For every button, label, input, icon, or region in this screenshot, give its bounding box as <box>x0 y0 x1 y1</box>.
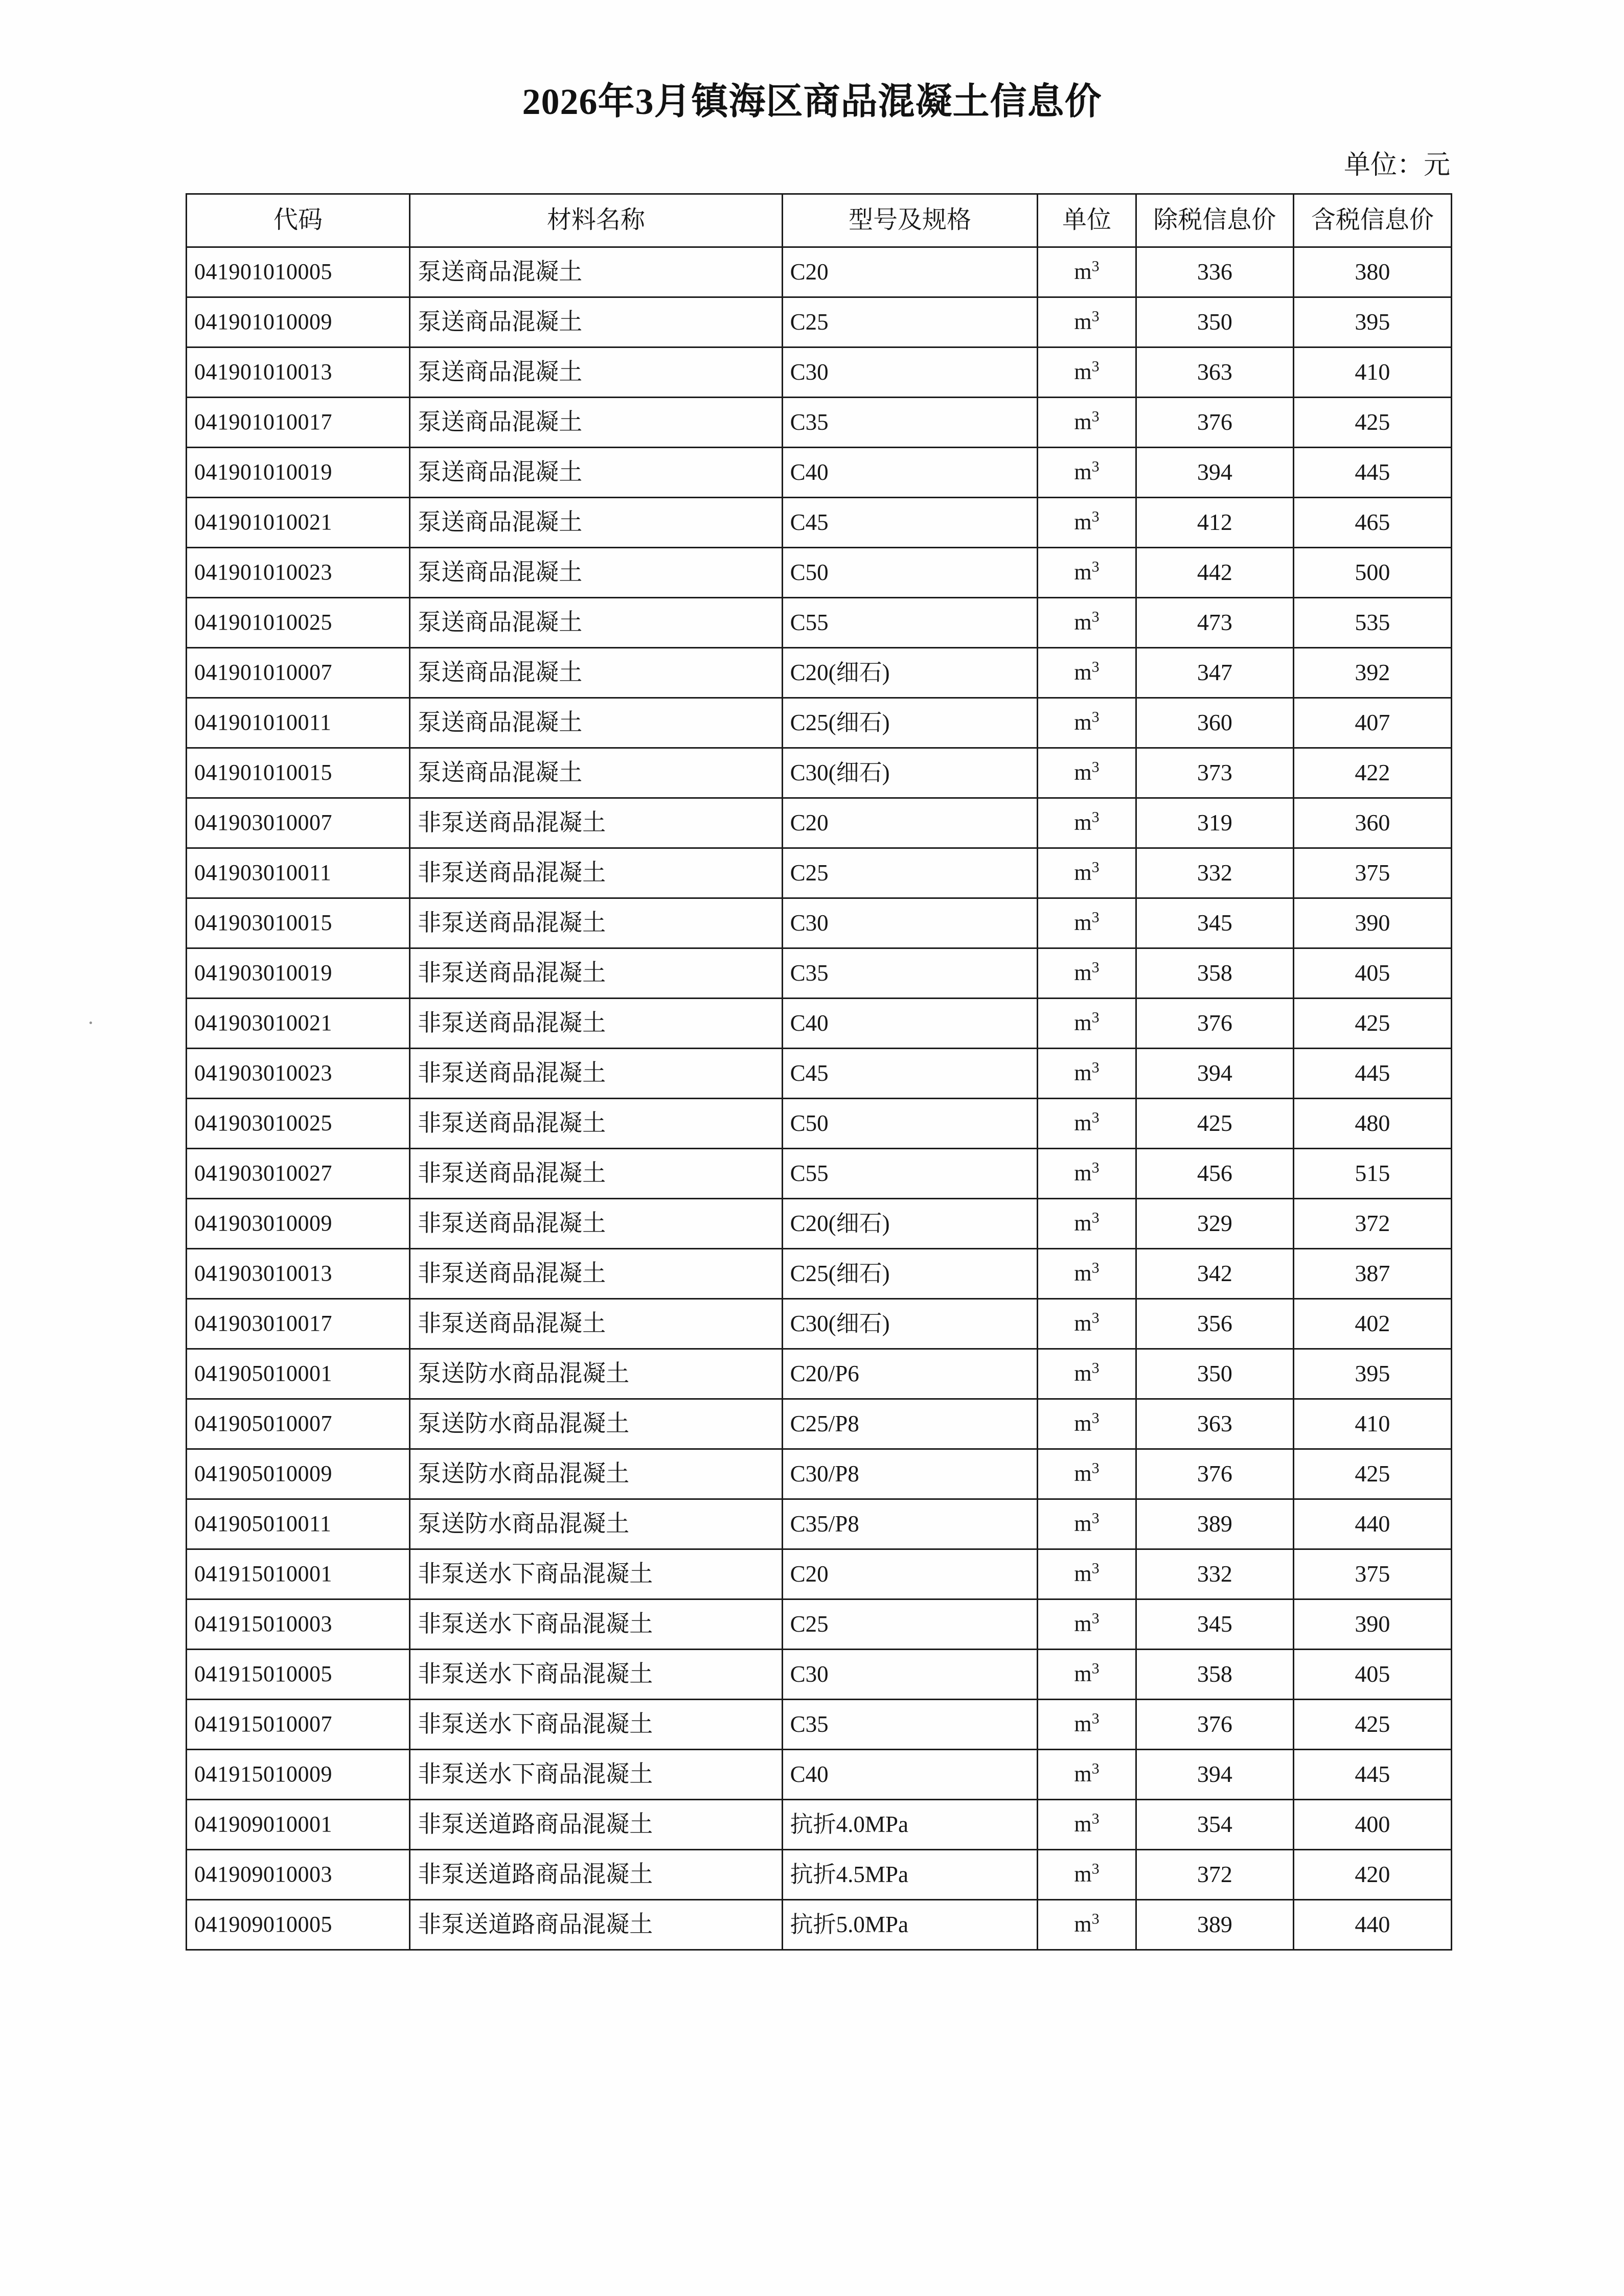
cell-ex-tax-price: 354 <box>1136 1800 1293 1850</box>
cell-code: 041901010013 <box>187 347 410 398</box>
cell-spec: C45 <box>782 498 1038 548</box>
cell-code: 041901010021 <box>187 498 410 548</box>
cell-material-name: 非泵送道路商品混凝土 <box>410 1900 783 1950</box>
cell-unit: $m^3$ <box>1038 898 1136 948</box>
cell-unit: $m^3$ <box>1038 1299 1136 1349</box>
cell-material-name: 泵送商品混凝土 <box>410 347 783 398</box>
table-row <box>187 1549 1452 1599</box>
cell-code: 041901010017 <box>187 398 410 448</box>
cell-ex-tax-price: 412 <box>1136 498 1293 548</box>
table-row <box>187 1249 1452 1299</box>
cell-spec: 抗折4.5MPa <box>782 1850 1038 1900</box>
cell-material-name: 非泵送商品混凝土 <box>410 848 783 898</box>
cell-spec: C20 <box>782 247 1038 297</box>
cell-code: 041915010001 <box>187 1549 410 1599</box>
cell-inc-tax-price: 360 <box>1293 798 1451 848</box>
cell-spec: C40 <box>782 448 1038 498</box>
cell-material-name: 泵送防水商品混凝土 <box>410 1349 783 1399</box>
cell-material-name: 泵送商品混凝土 <box>410 698 783 748</box>
unit-exponent: 3 <box>1091 1610 1100 1627</box>
cell-code: 041905010007 <box>187 1399 410 1449</box>
cell-unit: $m^3$ <box>1038 1499 1136 1549</box>
table-row <box>187 648 1452 698</box>
cell-ex-tax-price: 360 <box>1136 698 1293 748</box>
table-row <box>187 1399 1452 1449</box>
unit-exponent: 3 <box>1091 1560 1100 1577</box>
cell-ex-tax-price: 345 <box>1136 898 1293 948</box>
cell-material-name: 泵送防水商品混凝土 <box>410 1499 783 1549</box>
cell-material-name: 泵送商品混凝土 <box>410 247 783 297</box>
cell-unit: $m^3$ <box>1038 1449 1136 1499</box>
cell-material-name: 非泵送商品混凝土 <box>410 1149 783 1199</box>
cell-material-name: 泵送商品混凝土 <box>410 398 783 448</box>
table-row <box>187 1149 1452 1199</box>
table-row <box>187 1299 1452 1349</box>
table-row <box>187 798 1452 848</box>
cell-ex-tax-price: 425 <box>1136 1099 1293 1149</box>
cell-spec: C30/P8 <box>782 1449 1038 1499</box>
unit-exponent: 3 <box>1091 1860 1100 1877</box>
cell-ex-tax-price: 332 <box>1136 1549 1293 1599</box>
cell-unit: $m^3$ <box>1038 1199 1136 1249</box>
cell-ex-tax-price: 373 <box>1136 748 1293 798</box>
cell-spec: C25(细石) <box>782 1249 1038 1299</box>
cell-ex-tax-price: 319 <box>1136 798 1293 848</box>
cell-spec: C45 <box>782 1049 1038 1099</box>
cell-unit: $m^3$ <box>1038 247 1136 297</box>
cell-unit: $m^3$ <box>1038 398 1136 448</box>
cell-ex-tax-price: 376 <box>1136 1449 1293 1499</box>
table-row <box>187 247 1452 297</box>
cell-material-name: 非泵送商品混凝土 <box>410 1049 783 1099</box>
cell-unit: $m^3$ <box>1038 548 1136 598</box>
cell-material-name: 非泵送商品混凝土 <box>410 999 783 1049</box>
cell-spec: C25/P8 <box>782 1399 1038 1449</box>
cell-material-name: 泵送商品混凝土 <box>410 748 783 798</box>
cell-material-name: 泵送商品混凝土 <box>410 648 783 698</box>
cell-material-name: 非泵送水下商品混凝土 <box>410 1549 783 1599</box>
cell-code: 041903010021 <box>187 999 410 1049</box>
cell-inc-tax-price: 395 <box>1293 1349 1451 1399</box>
cell-code: 041901010007 <box>187 648 410 698</box>
table-row <box>187 1049 1452 1099</box>
column-header-ex-tax: 除税信息价 <box>1136 194 1293 247</box>
cell-unit: $m^3$ <box>1038 1549 1136 1599</box>
cell-spec: C25 <box>782 297 1038 347</box>
cell-material-name: 泵送防水商品混凝土 <box>410 1449 783 1499</box>
cell-ex-tax-price: 363 <box>1136 347 1293 398</box>
cell-spec: C55 <box>782 1149 1038 1199</box>
cell-inc-tax-price: 402 <box>1293 1299 1451 1349</box>
cell-inc-tax-price: 425 <box>1293 1700 1451 1750</box>
cell-spec: C30(细石) <box>782 748 1038 798</box>
cell-unit: $m^3$ <box>1038 1800 1136 1850</box>
cell-unit: $m^3$ <box>1038 1750 1136 1800</box>
cell-spec: C30 <box>782 1650 1038 1700</box>
cell-code: 041903010019 <box>187 948 410 999</box>
cell-ex-tax-price: 342 <box>1136 1249 1293 1299</box>
table-row <box>187 1199 1452 1249</box>
cell-inc-tax-price: 425 <box>1293 398 1451 448</box>
cell-material-name: 非泵送商品混凝土 <box>410 1099 783 1149</box>
table-row <box>187 1650 1452 1700</box>
cell-ex-tax-price: 363 <box>1136 1399 1293 1449</box>
cell-ex-tax-price: 329 <box>1136 1199 1293 1249</box>
table-row <box>187 598 1452 648</box>
cell-code: 041909010003 <box>187 1850 410 1900</box>
table-row <box>187 848 1452 898</box>
cell-ex-tax-price: 394 <box>1136 1049 1293 1099</box>
table-body <box>187 247 1452 1950</box>
cell-spec: C55 <box>782 598 1038 648</box>
cell-code: 041903010025 <box>187 1099 410 1149</box>
unit-exponent: 3 <box>1091 258 1100 275</box>
table-row <box>187 347 1452 398</box>
cell-code: 041903010027 <box>187 1149 410 1199</box>
cell-unit: $m^3$ <box>1038 1650 1136 1700</box>
table-row <box>187 1750 1452 1800</box>
unit-exponent: 3 <box>1091 458 1100 475</box>
unit-exponent: 3 <box>1091 1159 1100 1176</box>
cell-code: 041901010019 <box>187 448 410 498</box>
column-header-unit: 单位 <box>1038 194 1136 247</box>
cell-inc-tax-price: 410 <box>1293 347 1451 398</box>
cell-ex-tax-price: 350 <box>1136 1349 1293 1399</box>
page-title: 2026年3月镇海区商品混凝土信息价 <box>522 81 1102 122</box>
table-row <box>187 1700 1452 1750</box>
table-row <box>187 1599 1452 1650</box>
table-row <box>187 1449 1452 1499</box>
unit-exponent: 3 <box>1091 1359 1100 1377</box>
unit-exponent: 3 <box>1091 808 1100 826</box>
column-header-inc-tax: 含税信息价 <box>1293 194 1451 247</box>
cell-inc-tax-price: 445 <box>1293 1750 1451 1800</box>
table-row <box>187 1850 1452 1900</box>
cell-code: 041901010005 <box>187 247 410 297</box>
unit-exponent: 3 <box>1091 1910 1100 1928</box>
cell-ex-tax-price: 376 <box>1136 1700 1293 1750</box>
unit-exponent: 3 <box>1091 508 1100 525</box>
cell-material-name: 泵送商品混凝土 <box>410 548 783 598</box>
cell-material-name: 泵送商品混凝土 <box>410 498 783 548</box>
cell-inc-tax-price: 500 <box>1293 548 1451 598</box>
table-row <box>187 1499 1452 1549</box>
cell-inc-tax-price: 390 <box>1293 1599 1451 1650</box>
unit-exponent: 3 <box>1091 1109 1100 1126</box>
table-row <box>187 948 1452 999</box>
cell-spec: C40 <box>782 999 1038 1049</box>
unit-exponent: 3 <box>1091 1059 1100 1076</box>
cell-ex-tax-price: 347 <box>1136 648 1293 698</box>
cell-inc-tax-price: 422 <box>1293 748 1451 798</box>
cell-code: 041903010007 <box>187 798 410 848</box>
table-row <box>187 748 1452 798</box>
cell-material-name: 非泵送水下商品混凝土 <box>410 1700 783 1750</box>
cell-ex-tax-price: 336 <box>1136 247 1293 297</box>
cell-unit: $m^3$ <box>1038 598 1136 648</box>
table-header-row <box>187 194 1452 247</box>
cell-ex-tax-price: 358 <box>1136 1650 1293 1700</box>
cell-unit: $m^3$ <box>1038 999 1136 1049</box>
table-row <box>187 448 1452 498</box>
cell-code: 041901010023 <box>187 548 410 598</box>
table-row <box>187 297 1452 347</box>
cell-unit: $m^3$ <box>1038 1099 1136 1149</box>
cell-unit: $m^3$ <box>1038 1149 1136 1199</box>
cell-unit: $m^3$ <box>1038 347 1136 398</box>
cell-code: 041905010009 <box>187 1449 410 1499</box>
cell-spec: 抗折4.0MPa <box>782 1800 1038 1850</box>
cell-unit: $m^3$ <box>1038 848 1136 898</box>
cell-inc-tax-price: 445 <box>1293 1049 1451 1099</box>
cell-material-name: 非泵送商品混凝土 <box>410 948 783 999</box>
cell-ex-tax-price: 332 <box>1136 848 1293 898</box>
unit-exponent: 3 <box>1091 658 1100 676</box>
cell-material-name: 非泵送水下商品混凝土 <box>410 1599 783 1650</box>
cell-spec: C25 <box>782 1599 1038 1650</box>
unit-exponent: 3 <box>1091 1510 1100 1527</box>
unit-exponent: 3 <box>1091 1710 1100 1727</box>
unit-exponent: 3 <box>1091 1660 1100 1677</box>
unit-exponent: 3 <box>1091 1259 1100 1277</box>
cell-inc-tax-price: 390 <box>1293 898 1451 948</box>
cell-inc-tax-price: 440 <box>1293 1499 1451 1549</box>
scan-speck <box>89 1022 92 1024</box>
cell-ex-tax-price: 394 <box>1136 1750 1293 1800</box>
cell-spec: C40 <box>782 1750 1038 1800</box>
table-row <box>187 1900 1452 1950</box>
cell-ex-tax-price: 376 <box>1136 999 1293 1049</box>
cell-spec: C20(细石) <box>782 648 1038 698</box>
cell-spec: C35 <box>782 1700 1038 1750</box>
column-header-name: 材料名称 <box>410 194 783 247</box>
cell-material-name: 非泵送商品混凝土 <box>410 798 783 848</box>
cell-unit: $m^3$ <box>1038 297 1136 347</box>
cell-spec: C30 <box>782 347 1038 398</box>
cell-unit: $m^3$ <box>1038 1700 1136 1750</box>
table-header <box>187 194 1452 247</box>
cell-spec: C25 <box>782 848 1038 898</box>
cell-spec: C30 <box>782 898 1038 948</box>
cell-ex-tax-price: 473 <box>1136 598 1293 648</box>
unit-exponent: 3 <box>1091 558 1100 575</box>
cell-ex-tax-price: 442 <box>1136 548 1293 598</box>
cell-material-name: 非泵送水下商品混凝土 <box>410 1650 783 1700</box>
cell-code: 041905010001 <box>187 1349 410 1399</box>
table-row <box>187 498 1452 548</box>
cell-inc-tax-price: 425 <box>1293 999 1451 1049</box>
cell-ex-tax-price: 456 <box>1136 1149 1293 1199</box>
cell-spec: C35 <box>782 398 1038 448</box>
cell-spec: C20 <box>782 1549 1038 1599</box>
cell-material-name: 非泵送道路商品混凝土 <box>410 1850 783 1900</box>
cell-inc-tax-price: 535 <box>1293 598 1451 648</box>
cell-unit: $m^3$ <box>1038 648 1136 698</box>
cell-ex-tax-price: 376 <box>1136 398 1293 448</box>
cell-ex-tax-price: 394 <box>1136 448 1293 498</box>
cell-material-name: 泵送商品混凝土 <box>410 598 783 648</box>
cell-unit: $m^3$ <box>1038 1599 1136 1650</box>
cell-ex-tax-price: 389 <box>1136 1499 1293 1549</box>
cell-unit: $m^3$ <box>1038 698 1136 748</box>
cell-spec: C30(细石) <box>782 1299 1038 1349</box>
cell-material-name: 非泵送水下商品混凝土 <box>410 1750 783 1800</box>
cell-unit: $m^3$ <box>1038 1850 1136 1900</box>
cell-code: 041915010007 <box>187 1700 410 1750</box>
cell-code: 041915010005 <box>187 1650 410 1700</box>
cell-code: 041909010005 <box>187 1900 410 1950</box>
cell-unit: $m^3$ <box>1038 798 1136 848</box>
cell-inc-tax-price: 375 <box>1293 848 1451 898</box>
unit-exponent: 3 <box>1091 408 1100 425</box>
cell-ex-tax-price: 389 <box>1136 1900 1293 1950</box>
table-row <box>187 999 1452 1049</box>
cell-spec: C50 <box>782 1099 1038 1149</box>
table-row <box>187 398 1452 448</box>
cell-inc-tax-price: 420 <box>1293 1850 1451 1900</box>
cell-material-name: 泵送商品混凝土 <box>410 297 783 347</box>
cell-inc-tax-price: 480 <box>1293 1099 1451 1149</box>
cell-inc-tax-price: 407 <box>1293 698 1451 748</box>
cell-code: 041901010015 <box>187 748 410 798</box>
unit-exponent: 3 <box>1091 959 1100 976</box>
cell-unit: $m^3$ <box>1038 1349 1136 1399</box>
cell-spec: C35 <box>782 948 1038 999</box>
currency-unit-note: 单位：元 <box>1343 151 1450 180</box>
cell-code: 041903010015 <box>187 898 410 948</box>
cell-unit: $m^3$ <box>1038 448 1136 498</box>
cell-code: 041903010013 <box>187 1249 410 1299</box>
cell-code: 041903010009 <box>187 1199 410 1249</box>
cell-inc-tax-price: 405 <box>1293 1650 1451 1700</box>
cell-inc-tax-price: 375 <box>1293 1549 1451 1599</box>
cell-material-name: 非泵送商品混凝土 <box>410 1299 783 1349</box>
cell-ex-tax-price: 372 <box>1136 1850 1293 1900</box>
cell-unit: $m^3$ <box>1038 498 1136 548</box>
cell-unit: $m^3$ <box>1038 948 1136 999</box>
cell-code: 041905010011 <box>187 1499 410 1549</box>
cell-unit: $m^3$ <box>1038 1399 1136 1449</box>
column-header-spec: 型号及规格 <box>782 194 1038 247</box>
cell-unit: $m^3$ <box>1038 1900 1136 1950</box>
cell-inc-tax-price: 425 <box>1293 1449 1451 1499</box>
concrete-price-table <box>186 193 1452 1951</box>
unit-exponent: 3 <box>1091 308 1100 325</box>
cell-material-name: 非泵送商品混凝土 <box>410 1199 783 1249</box>
cell-inc-tax-price: 380 <box>1293 247 1451 297</box>
unit-exponent: 3 <box>1091 608 1100 625</box>
unit-exponent: 3 <box>1091 708 1100 726</box>
cell-code: 041901010025 <box>187 598 410 648</box>
table-row <box>187 1099 1452 1149</box>
cell-spec: C20/P6 <box>782 1349 1038 1399</box>
table-row <box>187 898 1452 948</box>
cell-inc-tax-price: 410 <box>1293 1399 1451 1449</box>
cell-inc-tax-price: 372 <box>1293 1199 1451 1249</box>
unit-exponent: 3 <box>1091 1409 1100 1427</box>
cell-material-name: 泵送防水商品混凝土 <box>410 1399 783 1449</box>
table-row <box>187 1800 1452 1850</box>
unit-exponent: 3 <box>1091 758 1100 776</box>
unit-exponent: 3 <box>1091 1009 1100 1026</box>
cell-ex-tax-price: 358 <box>1136 948 1293 999</box>
cell-spec: 抗折5.0MPa <box>782 1900 1038 1950</box>
cell-inc-tax-price: 465 <box>1293 498 1451 548</box>
cell-inc-tax-price: 387 <box>1293 1249 1451 1299</box>
cell-spec: C20 <box>782 798 1038 848</box>
table-row <box>187 1349 1452 1399</box>
cell-inc-tax-price: 445 <box>1293 448 1451 498</box>
unit-exponent: 3 <box>1091 909 1100 926</box>
cell-spec: C20(细石) <box>782 1199 1038 1249</box>
cell-code: 041901010009 <box>187 297 410 347</box>
cell-unit: $m^3$ <box>1038 1249 1136 1299</box>
cell-ex-tax-price: 350 <box>1136 297 1293 347</box>
cell-unit: $m^3$ <box>1038 748 1136 798</box>
cell-inc-tax-price: 392 <box>1293 648 1451 698</box>
table-row <box>187 548 1452 598</box>
table-row <box>187 698 1452 748</box>
cell-ex-tax-price: 356 <box>1136 1299 1293 1349</box>
cell-material-name: 非泵送道路商品混凝土 <box>410 1800 783 1850</box>
cell-inc-tax-price: 395 <box>1293 297 1451 347</box>
unit-exponent: 3 <box>1091 1209 1100 1226</box>
cell-code: 041903010017 <box>187 1299 410 1349</box>
cell-code: 041901010011 <box>187 698 410 748</box>
cell-code: 041915010009 <box>187 1750 410 1800</box>
unit-exponent: 3 <box>1091 358 1100 375</box>
cell-inc-tax-price: 400 <box>1293 1800 1451 1850</box>
unit-exponent: 3 <box>1091 1760 1100 1777</box>
cell-inc-tax-price: 515 <box>1293 1149 1451 1199</box>
cell-code: 041909010001 <box>187 1800 410 1850</box>
unit-exponent: 3 <box>1091 1459 1100 1477</box>
cell-inc-tax-price: 405 <box>1293 948 1451 999</box>
cell-material-name: 非泵送商品混凝土 <box>410 898 783 948</box>
cell-material-name: 非泵送商品混凝土 <box>410 1249 783 1299</box>
cell-spec: C25(细石) <box>782 698 1038 748</box>
cell-code: 041903010011 <box>187 848 410 898</box>
cell-spec: C50 <box>782 548 1038 598</box>
cell-code: 041903010023 <box>187 1049 410 1099</box>
column-header-code: 代码 <box>187 194 410 247</box>
cell-spec: C35/P8 <box>782 1499 1038 1549</box>
cell-unit: $m^3$ <box>1038 1049 1136 1099</box>
cell-code: 041915010003 <box>187 1599 410 1650</box>
cell-inc-tax-price: 440 <box>1293 1900 1451 1950</box>
unit-exponent: 3 <box>1091 1309 1100 1327</box>
unit-exponent: 3 <box>1091 1810 1100 1827</box>
unit-exponent: 3 <box>1091 859 1100 876</box>
cell-ex-tax-price: 345 <box>1136 1599 1293 1650</box>
cell-material-name: 泵送商品混凝土 <box>410 448 783 498</box>
